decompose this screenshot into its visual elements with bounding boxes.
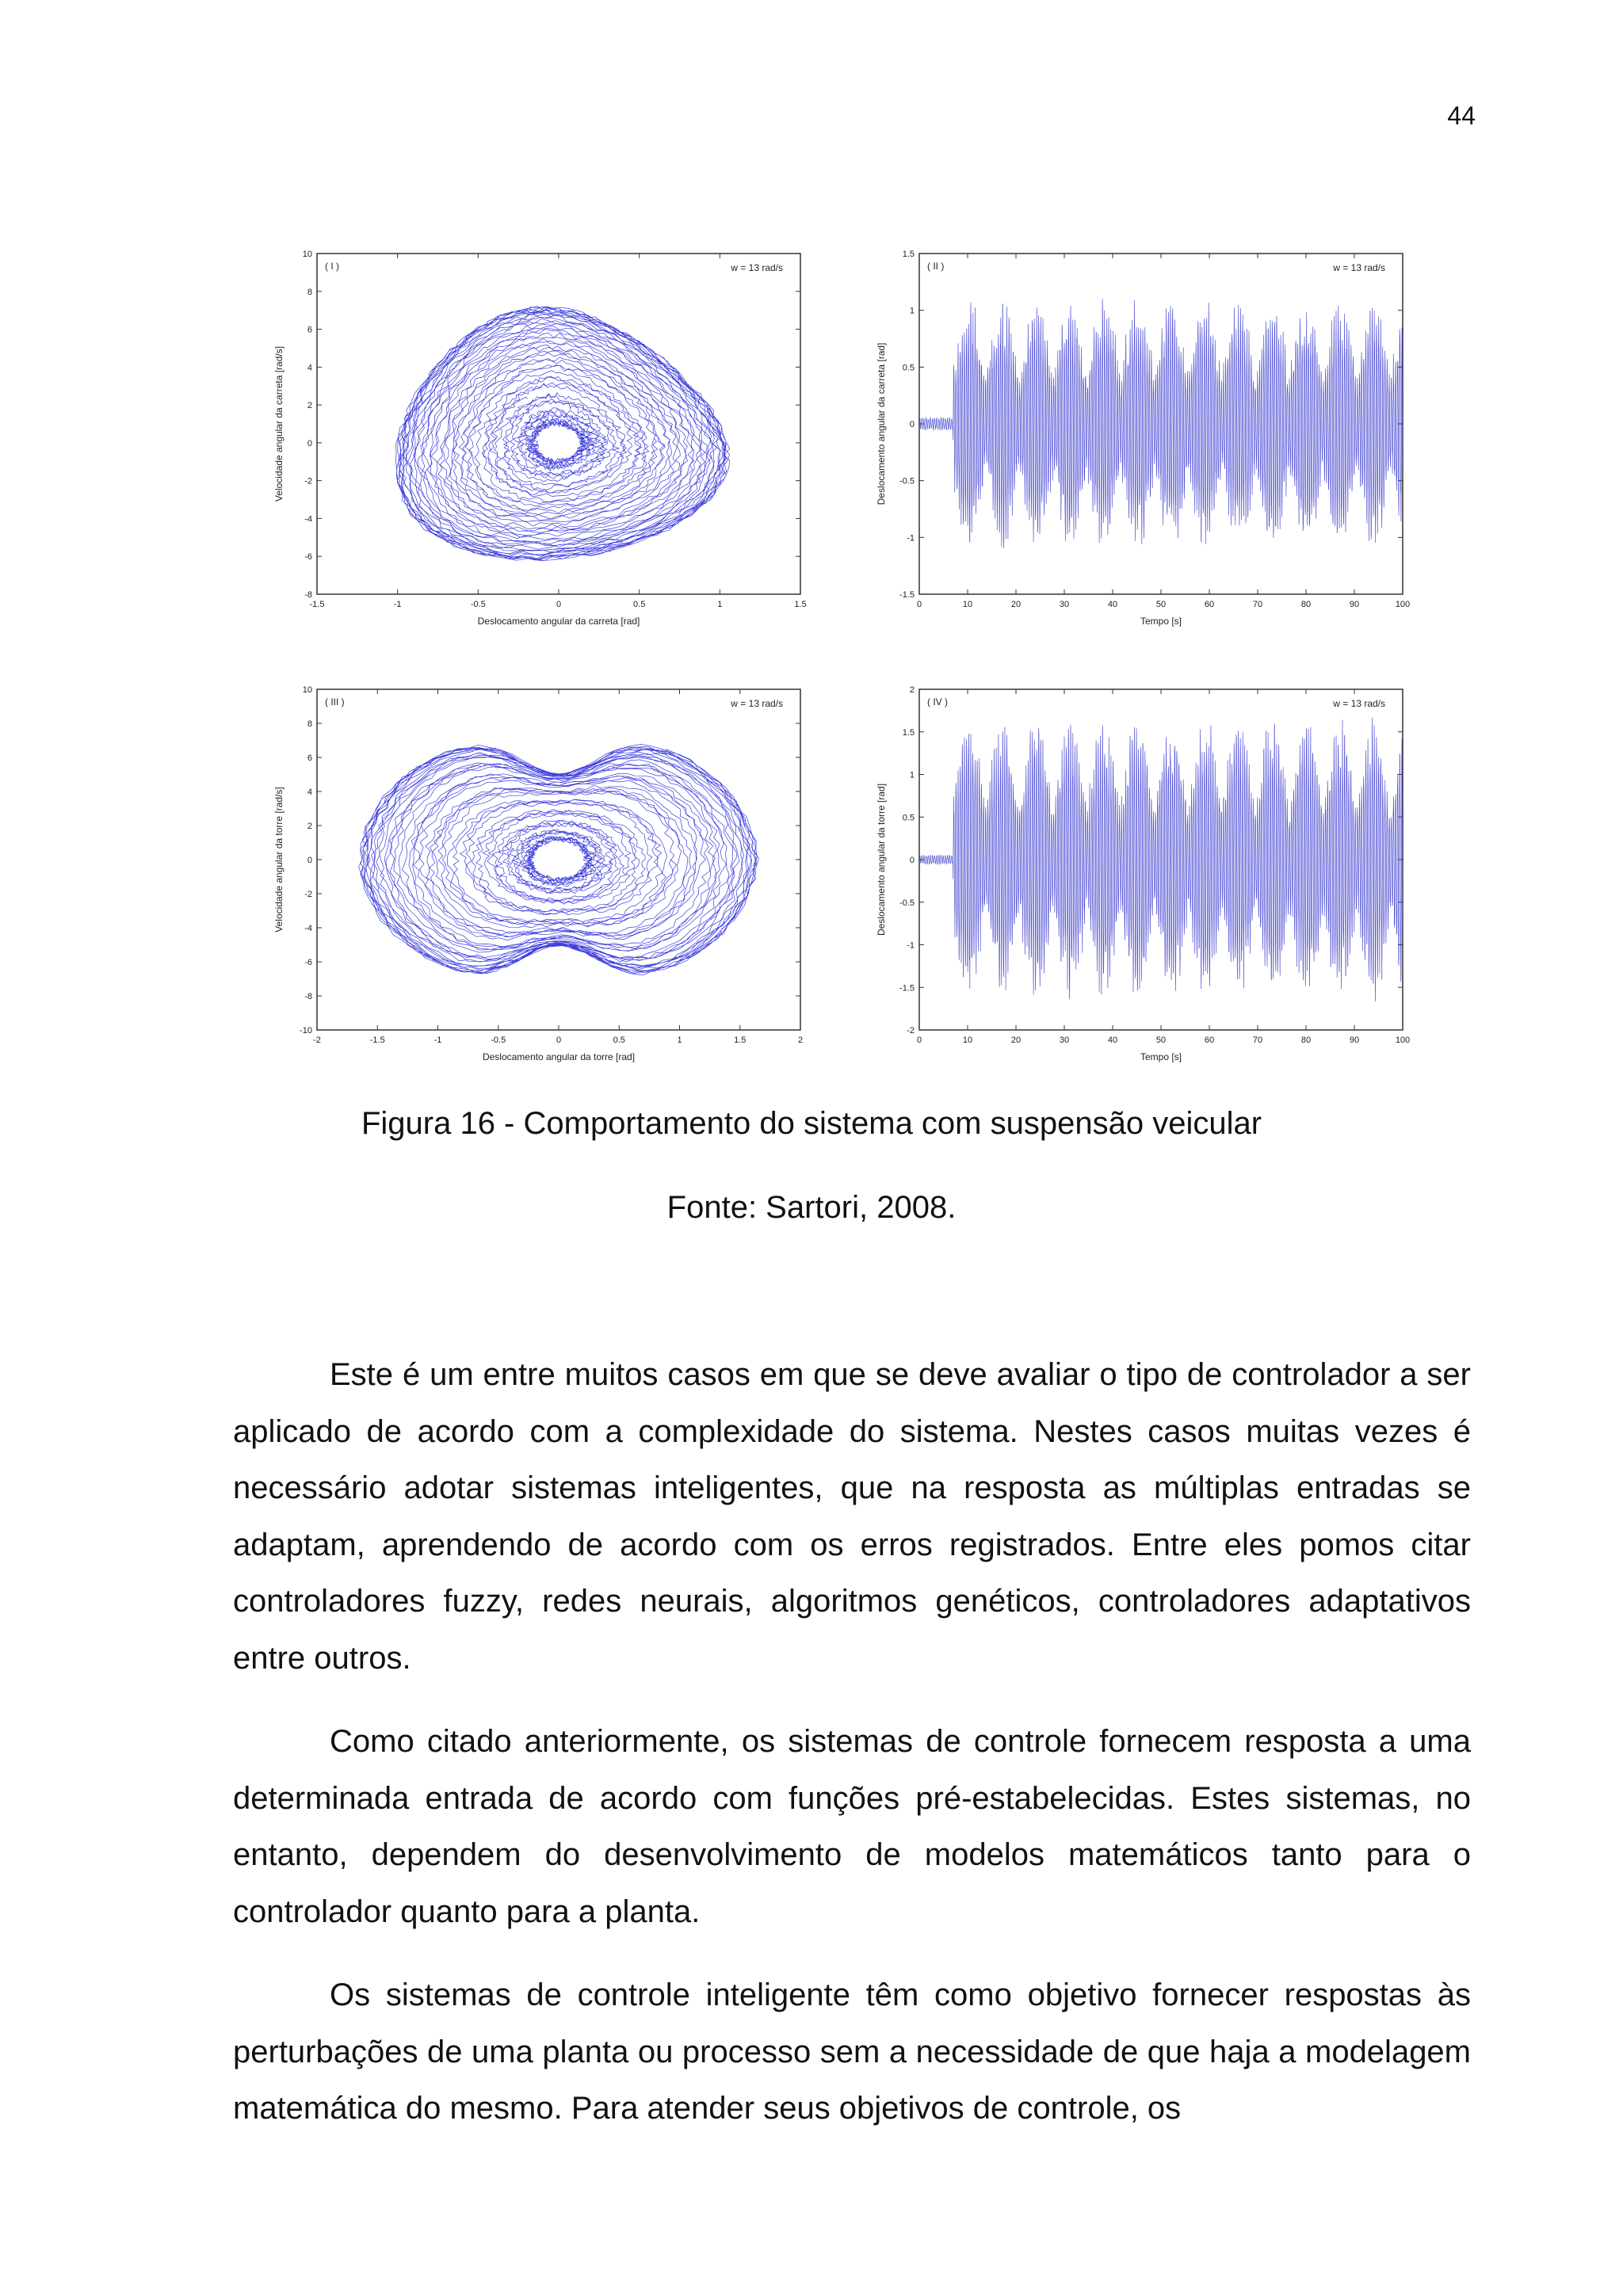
x-axis-label: Tempo [s] — [1140, 1051, 1182, 1062]
x-tick-label: -1 — [433, 1035, 442, 1045]
x-tick-label: 1.5 — [794, 600, 807, 609]
y-tick-label: -2 — [304, 476, 312, 486]
x-tick-label: 90 — [1349, 1035, 1360, 1045]
paragraph: Os sistemas de controle inteligente têm como objetivo fornecer respostas às perturbações de uma planta ou processo sem a necessidade de que haja a modelagem matemática do mesmo. Para atender seus objetivos de controle, os — [233, 1978, 1471, 2126]
y-tick-label: 8 — [307, 287, 312, 297]
y-tick-label: 2 — [909, 685, 915, 695]
body-text — [233, 1347, 1471, 2164]
y-tick-label: 0 — [307, 856, 312, 865]
y-tick-label: -8 — [304, 992, 312, 1001]
frequency-annotation: w = 13 rad/s — [731, 698, 783, 709]
frequency-annotation: w = 13 rad/s — [1333, 698, 1385, 709]
time-series-carreta-chart — [864, 238, 1419, 642]
chart-panel-4 — [864, 673, 1419, 1077]
x-tick-label: 50 — [1155, 600, 1167, 609]
frequency-annotation: w = 13 rad/s — [731, 262, 783, 273]
y-tick-label: 6 — [307, 753, 312, 763]
panel-label: ( III ) — [325, 696, 345, 707]
x-tick-label: 0.5 — [613, 1035, 625, 1045]
chart-panel-1 — [262, 238, 816, 642]
panel-label: ( I ) — [325, 261, 339, 272]
x-tick-label: 0 — [916, 600, 922, 609]
x-tick-label: -0.5 — [491, 1035, 506, 1045]
x-tick-label: -1.5 — [309, 600, 325, 609]
x-tick-label: 70 — [1252, 1035, 1263, 1045]
x-tick-label: 40 — [1107, 600, 1118, 609]
x-tick-label: 20 — [1010, 600, 1022, 609]
x-tick-label: -1 — [393, 600, 402, 609]
y-tick-label: -8 — [304, 590, 312, 600]
y-tick-label: 0.5 — [902, 363, 915, 373]
frequency-annotation: w = 13 rad/s — [1333, 262, 1385, 273]
y-tick-label: -6 — [304, 552, 312, 563]
x-tick-label: 80 — [1300, 1035, 1312, 1045]
y-tick-label: 2 — [307, 822, 312, 831]
y-tick-label: -4 — [304, 514, 312, 524]
panel-label: ( II ) — [927, 261, 945, 272]
y-tick-label: -2 — [304, 890, 312, 899]
y-axis-label: Velocidade angular da torre [rad/s] — [273, 787, 285, 933]
x-tick-label: 100 — [1395, 1035, 1411, 1045]
x-tick-label: 20 — [1010, 1035, 1022, 1045]
y-tick-label: -10 — [300, 1026, 312, 1035]
x-tick-label: 50 — [1155, 1035, 1167, 1045]
y-tick-label: -1 — [907, 533, 915, 543]
x-tick-label: -0.5 — [470, 600, 486, 609]
panel-label: ( IV ) — [927, 696, 948, 707]
figure-caption: Figura 16 - Comportamento do sistema com suspensão veicular — [361, 1106, 1262, 1141]
x-tick-label: 1 — [677, 1035, 682, 1045]
y-axis-label: Deslocamento angular da torre [rad] — [876, 783, 887, 936]
x-tick-label: 30 — [1059, 600, 1070, 609]
x-tick-label: 10 — [962, 1035, 973, 1045]
phase-portrait-torre-chart — [262, 673, 816, 1077]
figure-16 — [262, 238, 1442, 1077]
plot-frame — [317, 689, 800, 1030]
y-tick-label: 0 — [307, 438, 312, 448]
x-tick-label: 40 — [1107, 1035, 1118, 1045]
y-tick-label: 4 — [307, 788, 312, 797]
x-tick-label: 10 — [962, 600, 973, 609]
y-tick-label: 10 — [302, 685, 312, 695]
figure-source: Fonte: Sartori, 2008. — [666, 1190, 957, 1225]
x-tick-label: 1 — [717, 600, 723, 609]
x-axis-label: Deslocamento angular da carreta [rad] — [477, 616, 640, 627]
x-tick-label: 80 — [1300, 600, 1312, 609]
y-tick-label: 8 — [307, 719, 312, 729]
y-axis-label: Velocidade angular da carreta [rad/s] — [273, 345, 285, 502]
x-tick-label: 100 — [1395, 600, 1411, 609]
x-axis-label: Deslocamento angular da torre [rad] — [482, 1051, 636, 1062]
paragraph: Como citado anteriormente, os sistemas de controle fornecem resposta a uma determinada entrada de acordo com funções pré-estabelecidas. Estes sistemas, no entanto, dependem do desenvolvimento de modelos matemáticos tanto para o controlador quanto para a planta. — [233, 1724, 1471, 1929]
time-series-torre-chart — [864, 673, 1419, 1077]
x-tick-label: 90 — [1349, 600, 1360, 609]
y-tick-label: 1 — [909, 306, 915, 316]
page-number: 44 — [1447, 101, 1476, 130]
y-tick-label: 0 — [909, 420, 915, 429]
chart-panel-2 — [864, 238, 1419, 642]
paragraph: Este é um entre muitos casos em que se deve avaliar o tipo de controlador a ser aplicado de acordo com a complexidade do sistema. Nestes casos muitas vezes é necessário adotar sistemas inteligentes, que na resposta as múltiplas entradas se adaptam, aprendendo de acordo com os erros registrados. Entre eles pomos citar controladores fuzzy, redes neurais, algoritmos genéticos, controladores adaptativos entre outros. — [233, 1357, 1471, 1676]
y-tick-label: -2 — [907, 1026, 915, 1035]
x-tick-label: -2 — [313, 1035, 321, 1045]
y-tick-label: -1.5 — [899, 590, 915, 600]
x-tick-label: 1.5 — [734, 1035, 747, 1045]
y-tick-label: 1 — [909, 770, 915, 780]
chart-panel-3 — [262, 673, 816, 1077]
y-tick-label: 10 — [302, 250, 312, 259]
x-axis-label: Tempo [s] — [1140, 616, 1182, 627]
x-tick-label: 0 — [556, 600, 562, 609]
y-tick-label: 2 — [307, 401, 312, 411]
y-tick-label: -1.5 — [899, 983, 915, 994]
y-tick-label: -0.5 — [899, 476, 915, 486]
x-tick-label: 0.5 — [633, 600, 646, 609]
x-tick-label: 70 — [1252, 600, 1263, 609]
x-tick-label: 60 — [1204, 600, 1215, 609]
y-tick-label: -6 — [304, 958, 312, 967]
y-tick-label: 1.5 — [902, 250, 915, 259]
x-tick-label: 30 — [1059, 1035, 1070, 1045]
x-tick-label: 60 — [1204, 1035, 1215, 1045]
y-tick-label: 0 — [909, 856, 915, 865]
y-tick-label: -0.5 — [899, 898, 915, 908]
x-tick-label: 0 — [916, 1035, 922, 1045]
y-tick-label: 4 — [307, 363, 312, 373]
y-axis-label: Deslocamento angular da carreta [rad] — [876, 342, 887, 505]
x-tick-label: 0 — [556, 1035, 562, 1045]
y-tick-label: 0.5 — [902, 813, 915, 823]
x-tick-label: -1.5 — [369, 1035, 385, 1045]
y-tick-label: -1 — [907, 940, 915, 951]
phase-portrait-carreta-chart — [262, 238, 816, 642]
y-tick-label: 6 — [307, 325, 312, 335]
x-tick-label: 2 — [797, 1035, 804, 1045]
y-tick-label: -4 — [304, 924, 312, 933]
y-tick-label: 1.5 — [902, 727, 915, 738]
